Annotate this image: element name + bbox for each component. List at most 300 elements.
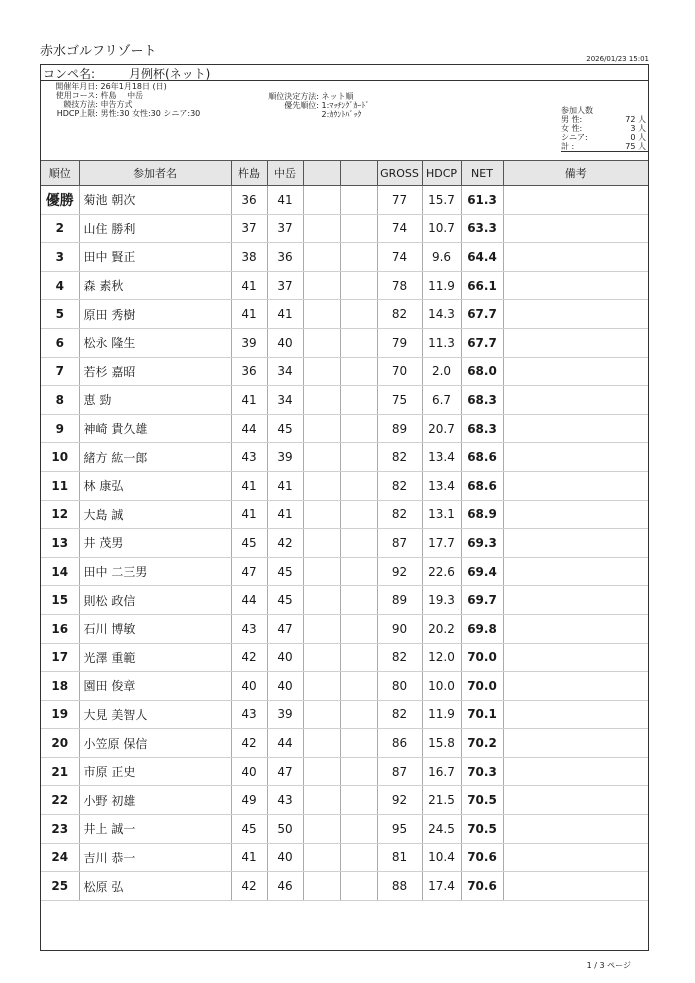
gross-score: 86	[377, 729, 422, 758]
blank-cell	[340, 271, 377, 300]
blank-cell	[340, 243, 377, 272]
participant-counts	[561, 106, 649, 152]
course-in-score: 34	[267, 357, 303, 386]
hdcp-value: 15.7	[422, 186, 461, 215]
net-score: 70.2	[461, 729, 503, 758]
table-row	[41, 815, 648, 844]
rank-cell: 22	[41, 786, 79, 815]
blank-cell	[303, 357, 340, 386]
gross-score: 95	[377, 815, 422, 844]
blank-cell	[303, 271, 340, 300]
table-row	[41, 300, 648, 329]
gross-score: 87	[377, 757, 422, 786]
blank-cell	[340, 757, 377, 786]
course-in-score: 39	[267, 700, 303, 729]
course-label: 使用コース:	[55, 91, 98, 100]
course-out-score: 39	[231, 328, 267, 357]
gross-score: 81	[377, 843, 422, 872]
net-score: 69.8	[461, 614, 503, 643]
net-score: 68.3	[461, 414, 503, 443]
header-note: 備考	[503, 161, 648, 186]
course-in-score: 45	[267, 557, 303, 586]
blank-cell	[340, 586, 377, 615]
blank-cell	[340, 729, 377, 758]
net-score: 70.6	[461, 843, 503, 872]
note-cell	[503, 214, 648, 243]
blank-cell	[340, 614, 377, 643]
header-name: 参加者名	[79, 161, 231, 186]
blank-cell	[340, 214, 377, 243]
table-row	[41, 386, 648, 415]
hdcp-value: 男性:30 女性:30 シニア:30	[100, 109, 201, 118]
rank-cell: 14	[41, 557, 79, 586]
blank-cell	[303, 757, 340, 786]
gross-score: 78	[377, 271, 422, 300]
table-row	[41, 643, 648, 672]
rank-cell: 8	[41, 386, 79, 415]
course-out-score: 38	[231, 243, 267, 272]
competition-label: コンペ名:	[43, 67, 96, 81]
course-out-score: 40	[231, 672, 267, 701]
gross-score: 82	[377, 471, 422, 500]
rank-cell: 12	[41, 500, 79, 529]
hdcp-value: 13.4	[422, 443, 461, 472]
name-cell: 石川 博敏	[79, 614, 231, 643]
course-out-score: 37	[231, 214, 267, 243]
table-row	[41, 414, 648, 443]
name-cell: 小笠原 保信	[79, 729, 231, 758]
course-in-score: 50	[267, 815, 303, 844]
rank-cell: 16	[41, 614, 79, 643]
course-value: 杵島 中岳	[100, 91, 144, 100]
note-cell	[503, 557, 648, 586]
course-out-score: 43	[231, 700, 267, 729]
blank-cell	[340, 386, 377, 415]
note-cell	[503, 186, 648, 215]
rank-cell: 23	[41, 815, 79, 844]
course-out-score: 41	[231, 500, 267, 529]
course-out-score: 45	[231, 529, 267, 558]
name-cell: 原田 秀樹	[79, 300, 231, 329]
hdcp-value: 24.5	[422, 815, 461, 844]
course-out-score: 36	[231, 357, 267, 386]
blank-cell	[340, 700, 377, 729]
note-cell	[503, 872, 648, 901]
name-cell: 山住 勝利	[79, 214, 231, 243]
header-blank	[340, 161, 377, 186]
blank-cell	[303, 186, 340, 215]
table-row	[41, 471, 648, 500]
date-label: 開催年月日:	[55, 82, 98, 91]
gross-score: 82	[377, 643, 422, 672]
note-cell	[503, 643, 648, 672]
course-in-score: 37	[267, 214, 303, 243]
blank-cell	[303, 243, 340, 272]
course-in-score: 34	[267, 386, 303, 415]
name-cell: 森 素秋	[79, 271, 231, 300]
table-row	[41, 357, 648, 386]
course-out-score: 42	[231, 729, 267, 758]
course-out-score: 41	[231, 271, 267, 300]
course-out-score: 47	[231, 557, 267, 586]
course-out-score: 41	[231, 471, 267, 500]
hdcp-value: 10.7	[422, 214, 461, 243]
course-in-score: 40	[267, 843, 303, 872]
header-rank: 順位	[41, 161, 79, 186]
counts-title: 参加人数	[561, 106, 593, 115]
table-row	[41, 529, 648, 558]
note-cell	[503, 271, 648, 300]
rank-cell: 9	[41, 414, 79, 443]
header-course-out: 杵島	[231, 161, 267, 186]
hdcp-value: 21.5	[422, 786, 461, 815]
gross-score: 70	[377, 357, 422, 386]
blank-cell	[340, 786, 377, 815]
note-cell	[503, 815, 648, 844]
gross-score: 88	[377, 872, 422, 901]
name-cell: 恵 勁	[79, 386, 231, 415]
blank-cell	[303, 614, 340, 643]
table-row	[41, 186, 648, 215]
name-cell: 松永 隆生	[79, 328, 231, 357]
table-row	[41, 243, 648, 272]
note-cell	[503, 414, 648, 443]
table-row	[41, 843, 648, 872]
rank-cell: 4	[41, 271, 79, 300]
net-score: 68.3	[461, 386, 503, 415]
rank-cell: 13	[41, 529, 79, 558]
note-cell	[503, 757, 648, 786]
note-cell	[503, 328, 648, 357]
note-cell	[503, 357, 648, 386]
blank-cell	[340, 414, 377, 443]
net-score: 68.6	[461, 443, 503, 472]
course-out-score: 41	[231, 386, 267, 415]
course-in-score: 41	[267, 500, 303, 529]
blank-cell	[340, 872, 377, 901]
blank-cell	[303, 300, 340, 329]
name-cell: 小野 初雄	[79, 786, 231, 815]
course-in-score: 43	[267, 786, 303, 815]
name-cell: 井 茂男	[79, 529, 231, 558]
competition-name: 月例杯(ネット)	[129, 67, 211, 81]
header-hdcp: HDCP	[422, 161, 461, 186]
name-cell: 松原 弘	[79, 872, 231, 901]
organization-name: 赤水ゴルフリゾート	[40, 44, 157, 59]
net-score: 67.7	[461, 328, 503, 357]
course-in-score: 47	[267, 757, 303, 786]
blank-cell	[303, 872, 340, 901]
hdcp-value: 11.3	[422, 328, 461, 357]
course-out-score: 44	[231, 414, 267, 443]
rank-cell: 6	[41, 328, 79, 357]
name-cell: 園田 俊章	[79, 672, 231, 701]
name-cell: 大見 美智人	[79, 700, 231, 729]
competition-row	[41, 65, 648, 81]
blank-cell	[340, 186, 377, 215]
blank-cell	[303, 557, 340, 586]
rank-cell: 10	[41, 443, 79, 472]
gross-score: 74	[377, 243, 422, 272]
net-score: 67.7	[461, 300, 503, 329]
gross-score: 92	[377, 786, 422, 815]
gross-score: 82	[377, 443, 422, 472]
name-cell: 吉川 恭一	[79, 843, 231, 872]
note-cell	[503, 672, 648, 701]
name-cell: 若杉 嘉昭	[79, 357, 231, 386]
ranking-info	[231, 92, 369, 119]
event-info	[44, 82, 200, 118]
course-out-score: 42	[231, 643, 267, 672]
blank-cell	[303, 843, 340, 872]
blank-cell	[303, 700, 340, 729]
net-score: 70.5	[461, 815, 503, 844]
results-table	[41, 160, 648, 901]
table-row	[41, 586, 648, 615]
net-score: 70.6	[461, 872, 503, 901]
hdcp-value: 17.4	[422, 872, 461, 901]
method-label: 競技方法:	[63, 100, 98, 109]
course-out-score: 43	[231, 614, 267, 643]
gross-score: 77	[377, 186, 422, 215]
course-out-score: 36	[231, 186, 267, 215]
net-score: 70.0	[461, 672, 503, 701]
net-score: 70.5	[461, 786, 503, 815]
note-cell	[503, 300, 648, 329]
gross-score: 74	[377, 214, 422, 243]
net-score: 69.3	[461, 529, 503, 558]
table-row	[41, 443, 648, 472]
rank-cell: 優勝	[41, 186, 79, 215]
hdcp-value: 6.7	[422, 386, 461, 415]
note-cell	[503, 243, 648, 272]
hdcp-value: 13.1	[422, 500, 461, 529]
name-cell: 則松 政信	[79, 586, 231, 615]
course-in-score: 40	[267, 672, 303, 701]
course-out-score: 49	[231, 786, 267, 815]
note-cell	[503, 471, 648, 500]
name-cell: 林 康弘	[79, 471, 231, 500]
count-label: シニア:	[561, 133, 588, 142]
priority-1: 1:ﾏｯﾁﾝｸﾞｶｰﾄﾞ	[321, 101, 370, 110]
ranking-value: ネット順	[321, 92, 354, 101]
hdcp-value: 11.9	[422, 271, 461, 300]
blank-cell	[340, 443, 377, 472]
count-value: 72 人	[625, 115, 646, 124]
course-in-score: 40	[267, 328, 303, 357]
course-in-score: 41	[267, 300, 303, 329]
course-in-score: 44	[267, 729, 303, 758]
net-score: 70.1	[461, 700, 503, 729]
priority-2: 2:ｶｳﾝﾄﾊﾞｯｸ	[321, 110, 362, 119]
rank-cell: 19	[41, 700, 79, 729]
gross-score: 75	[377, 386, 422, 415]
blank-cell	[303, 643, 340, 672]
gross-score: 89	[377, 414, 422, 443]
name-cell: 神崎 貴久雄	[79, 414, 231, 443]
hdcp-value: 10.4	[422, 843, 461, 872]
hdcp-value: 22.6	[422, 557, 461, 586]
name-cell: 緒方 紘一郎	[79, 443, 231, 472]
priority-label: 優先順位:	[284, 101, 319, 110]
hdcp-value: 16.7	[422, 757, 461, 786]
course-in-score: 41	[267, 186, 303, 215]
header-net: NET	[461, 161, 503, 186]
note-cell	[503, 443, 648, 472]
table-row	[41, 271, 648, 300]
rank-cell: 25	[41, 872, 79, 901]
gross-score: 79	[377, 328, 422, 357]
count-label: 計 :	[561, 142, 575, 151]
rank-cell: 5	[41, 300, 79, 329]
net-score: 68.6	[461, 471, 503, 500]
table-row	[41, 786, 648, 815]
header-course-in: 中岳	[267, 161, 303, 186]
note-cell	[503, 500, 648, 529]
count-value: 3 人	[630, 124, 646, 133]
course-out-score: 43	[231, 443, 267, 472]
course-in-score: 47	[267, 614, 303, 643]
blank-cell	[303, 214, 340, 243]
name-cell: 市原 正史	[79, 757, 231, 786]
name-cell: 光澤 重範	[79, 643, 231, 672]
hdcp-label: HDCP上限:	[56, 109, 98, 118]
net-score: 64.4	[461, 243, 503, 272]
hdcp-value: 14.3	[422, 300, 461, 329]
table-row	[41, 700, 648, 729]
blank-cell	[340, 815, 377, 844]
course-out-score: 41	[231, 843, 267, 872]
rank-cell: 21	[41, 757, 79, 786]
course-in-score: 39	[267, 443, 303, 472]
note-cell	[503, 386, 648, 415]
table-row	[41, 872, 648, 901]
hdcp-value: 11.9	[422, 700, 461, 729]
page-indicator: 1 / 3 ページ	[586, 961, 631, 970]
name-cell: 菊池 朝次	[79, 186, 231, 215]
gross-score: 82	[377, 500, 422, 529]
note-cell	[503, 529, 648, 558]
rank-cell: 7	[41, 357, 79, 386]
blank-cell	[340, 357, 377, 386]
rank-cell: 17	[41, 643, 79, 672]
blank-cell	[340, 643, 377, 672]
table-row	[41, 500, 648, 529]
rank-cell: 11	[41, 471, 79, 500]
hdcp-value: 2.0	[422, 357, 461, 386]
blank-cell	[340, 557, 377, 586]
note-cell	[503, 614, 648, 643]
course-in-score: 46	[267, 872, 303, 901]
blank-cell	[303, 471, 340, 500]
table-row	[41, 557, 648, 586]
net-score: 63.3	[461, 214, 503, 243]
header-blank	[303, 161, 340, 186]
note-cell	[503, 700, 648, 729]
blank-cell	[303, 586, 340, 615]
hdcp-value: 19.3	[422, 586, 461, 615]
net-score: 66.1	[461, 271, 503, 300]
table-row	[41, 614, 648, 643]
course-in-score: 45	[267, 414, 303, 443]
net-score: 69.7	[461, 586, 503, 615]
name-cell: 大島 誠	[79, 500, 231, 529]
blank-cell	[303, 328, 340, 357]
blank-cell	[303, 414, 340, 443]
hdcp-value: 20.2	[422, 614, 461, 643]
blank-cell	[303, 500, 340, 529]
gross-score: 89	[377, 586, 422, 615]
name-cell: 井上 誠一	[79, 815, 231, 844]
gross-score: 90	[377, 614, 422, 643]
ranking-label: 順位決定方法:	[268, 92, 319, 101]
course-in-score: 37	[267, 271, 303, 300]
printed-timestamp: 2026/01/23 15:01	[586, 55, 649, 63]
hdcp-value: 15.8	[422, 729, 461, 758]
note-cell	[503, 586, 648, 615]
blank-cell	[303, 529, 340, 558]
course-in-score: 42	[267, 529, 303, 558]
hdcp-value: 10.0	[422, 672, 461, 701]
blank-cell	[340, 672, 377, 701]
name-cell: 田中 賢正	[79, 243, 231, 272]
method-value: 申告方式	[100, 100, 133, 109]
blank-cell	[340, 529, 377, 558]
rank-cell: 20	[41, 729, 79, 758]
table-row	[41, 328, 648, 357]
table-row	[41, 672, 648, 701]
count-label: 男 性:	[561, 115, 583, 124]
gross-score: 82	[377, 700, 422, 729]
blank-cell	[340, 843, 377, 872]
table-row	[41, 214, 648, 243]
note-cell	[503, 729, 648, 758]
header-gross: GROSS	[377, 161, 422, 186]
rank-cell: 24	[41, 843, 79, 872]
blank-cell	[303, 729, 340, 758]
blank-cell	[340, 471, 377, 500]
results-sheet	[40, 64, 649, 951]
course-out-score: 44	[231, 586, 267, 615]
blank-cell	[340, 328, 377, 357]
course-out-score: 40	[231, 757, 267, 786]
hdcp-value: 9.6	[422, 243, 461, 272]
blank-cell	[303, 386, 340, 415]
date-value: 26年1月18日 (日)	[100, 82, 167, 91]
rank-cell: 2	[41, 214, 79, 243]
note-cell	[503, 843, 648, 872]
blank-cell	[340, 300, 377, 329]
blank-cell	[303, 443, 340, 472]
hdcp-value: 17.7	[422, 529, 461, 558]
net-score: 61.3	[461, 186, 503, 215]
count-label: 女 性:	[561, 124, 583, 133]
count-value: 75 人	[625, 142, 646, 151]
blank-cell	[303, 672, 340, 701]
hdcp-value: 20.7	[422, 414, 461, 443]
gross-score: 87	[377, 529, 422, 558]
course-in-score: 45	[267, 586, 303, 615]
table-header-row	[41, 161, 648, 186]
rank-cell: 18	[41, 672, 79, 701]
gross-score: 80	[377, 672, 422, 701]
count-value: 0 人	[630, 133, 646, 142]
gross-score: 82	[377, 300, 422, 329]
course-in-score: 41	[267, 471, 303, 500]
gross-score: 92	[377, 557, 422, 586]
net-score: 70.0	[461, 643, 503, 672]
table-row	[41, 729, 648, 758]
